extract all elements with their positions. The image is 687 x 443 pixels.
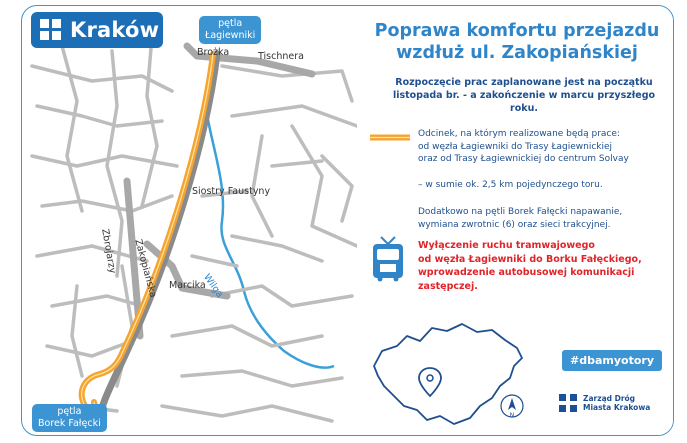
stop-lagiewniki-line1: pętla [218, 18, 243, 29]
street-label-brozka: Brożka [197, 47, 230, 58]
stop-borek-falecki[interactable] [32, 404, 107, 432]
title-line-2: wzdłuż ul. Zakopiańskiej [396, 43, 638, 63]
extra-line-2: wymiana zwrotnic (6) oraz sieci trakcyjnej. [418, 219, 611, 230]
street-label-siostry-faustyny: Siostry Faustyny [192, 186, 271, 197]
tram-suspension-notice [418, 239, 668, 293]
river-wilga [207, 114, 334, 368]
red-line-3: wprowadzenie autobusowej komunikacji [418, 267, 635, 278]
street-label-zbrojarzy: Zbrojarzy [99, 228, 118, 275]
compass-label: N [509, 412, 515, 419]
krakow-logo-icon [40, 19, 62, 41]
section-description [418, 128, 668, 166]
zdmk-name [583, 394, 650, 412]
zdmk-line-1: Zarząd Dróg [583, 394, 636, 403]
section-line-3: oraz od Trasy Łagiewnickiej do centrum Solvay [418, 154, 629, 164]
route-legend-swatch [370, 133, 410, 142]
section-line-2: od węzła Łagiewniki do Trasy Łagiewnickiej [418, 141, 613, 152]
stop-borek-line2: Borek Fałęcki [38, 418, 101, 429]
street-label-marcika: Marcika [169, 280, 206, 291]
schedule-line-2: listopada br. - a zakończenie w marcu przyszłego roku. [392, 90, 656, 114]
red-line-1: Wyłączenie ruchu tramwajowego [418, 240, 595, 251]
street-label-tischnera: Tischnera [258, 51, 304, 62]
stop-borek-line1: pętla [57, 406, 82, 417]
schedule-line-1: Rozpoczęcie prac zaplanowane jest na początku [395, 77, 653, 88]
length-text: – w sumie ok. 2,5 km pojedynczego toru. [418, 180, 603, 190]
title-line-1: Poprawa komfortu przejazdu [374, 21, 660, 41]
section-line-1: Odcinek, na którym realizowane będą prace: [418, 129, 620, 139]
schedule-text [379, 76, 669, 115]
red-line-4: zastępczej. [418, 280, 478, 292]
stop-lagiewniki[interactable] [199, 16, 261, 44]
river-label-wilga: Wilga [200, 272, 226, 300]
extra-line-1: Dodatkowo na pętli Borek Fałęcki napawanie, [418, 207, 623, 217]
map-frame [21, 5, 674, 436]
page-title [367, 20, 667, 64]
zdmk-logo-icon [559, 394, 577, 412]
zdmk-line-2: Miasta Krakowa [583, 403, 651, 412]
extra-works-text [418, 206, 668, 231]
krakow-logo[interactable] [31, 12, 163, 48]
red-line-2: od węzła Łagiewniki do Borku Fałęckiego, [418, 253, 642, 265]
hashtag-badge[interactable]: #dbamyotory [562, 350, 662, 371]
city-name: Kraków [70, 18, 160, 42]
street-label-zakopianska: Zakopiańska [132, 238, 159, 299]
zdmk-logo[interactable] [559, 394, 650, 412]
stop-lagiewniki-line2: Łagiewniki [205, 30, 256, 41]
